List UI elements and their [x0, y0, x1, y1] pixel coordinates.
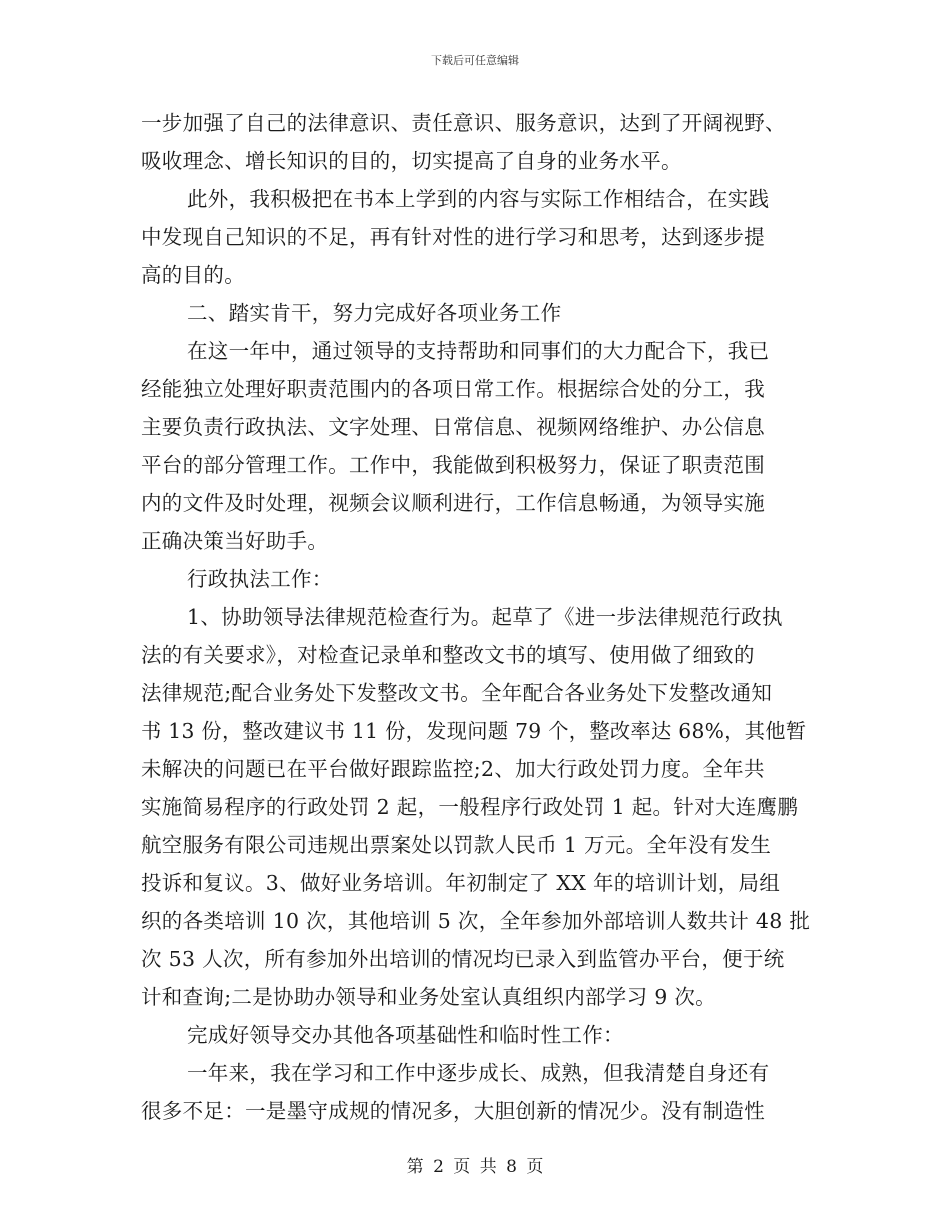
text-line: 在这一年中，通过领导的支持帮助和同事们的大力配合下，我已: [187, 339, 770, 363]
text-line: 投诉和复议。3、做好业务培训。年初制定了 XX 年的培训计划，局组: [141, 871, 781, 895]
text-line: 次 53 人次，所有参加外出培训的情况均已录入到监管办平台，便于统: [141, 947, 785, 971]
text-line: 吸收理念、增长知识的目的，切实提高了自身的业务水平。: [141, 149, 682, 173]
text-line: 未解决的问题已在平台做好跟踪监控;2、加大行政处罚力度。全年共: [141, 757, 765, 781]
text-line: 一步加强了自己的法律意识、责任意识、服务意识，达到了开阔视野、: [141, 111, 786, 135]
text-line: 行政执法工作：: [187, 567, 333, 591]
text-line: 内的文件及时处理，视频会议顺利进行，工作信息畅通，为领导实施: [141, 491, 765, 515]
text-line: 法的有关要求》，对检查记录单和整改文书的填写、使用做了细致的: [141, 643, 755, 667]
text-line: 1、协助领导法律规范检查行为。起草了《进一步法律规范行政执: [187, 605, 783, 629]
text-line: 高的目的。: [141, 263, 245, 287]
text-line: 航空服务有限公司违规出票案处以罚款人民币 1 万元。全年没有发生: [141, 833, 772, 857]
text-line: 很多不足：一是墨守成规的情况多，大胆创新的情况少。没有制造性: [141, 1099, 765, 1123]
text-line: 正确决策当好助手。: [141, 529, 329, 553]
text-line: 实施简易程序的行政处罚 2 起，一般程序行政处罚 1 起。针对大连鹰鹏: [141, 795, 799, 819]
page-header: 下载后可任意编辑: [431, 54, 519, 67]
page-number-footer: 第 2 页 共 8 页: [406, 1157, 544, 1177]
text-line: 经能独立处理好职责范围内的各项日常工作。根据综合处的分工，我: [141, 377, 765, 401]
text-line: 平台的部分管理工作。工作中，我能做到积极努力，保证了职责范围: [141, 453, 765, 477]
text-line: 完成好领导交办其他各项基础性和临时性工作：: [187, 1023, 624, 1047]
text-line: 书 13 份，整改建议书 11 份，发现问题 79 个，整改率达 68%，其他暂: [141, 719, 807, 743]
text-line: 此外，我积极把在书本上学到的内容与实际工作相结合，在实践: [187, 187, 770, 211]
text-line: 织的各类培训 10 次，其他培训 5 次，全年参加外部培训人数共计 48 批: [141, 909, 811, 933]
text-line: 主要负责行政执法、文字处理、日常信息、视频网络维护、办公信息: [141, 415, 765, 439]
text-line: 中发现自己知识的不足，再有针对性的进行学习和思考，达到逐步提: [141, 225, 765, 249]
text-line: 一年来，我在学习和工作中逐步成长、成熟，但我清楚自身还有: [187, 1061, 770, 1085]
document-body: [141, 104, 811, 1130]
text-line: 法律规范;配合业务处下发整改文书。全年配合各业务处下发整改通知: [141, 681, 773, 705]
text-line: 二、踏实肯干，努力完成好各项业务工作: [187, 301, 562, 325]
text-line: 计和查询;二是协助办领导和业务处室认真组织内部学习 9 次。: [141, 985, 716, 1009]
